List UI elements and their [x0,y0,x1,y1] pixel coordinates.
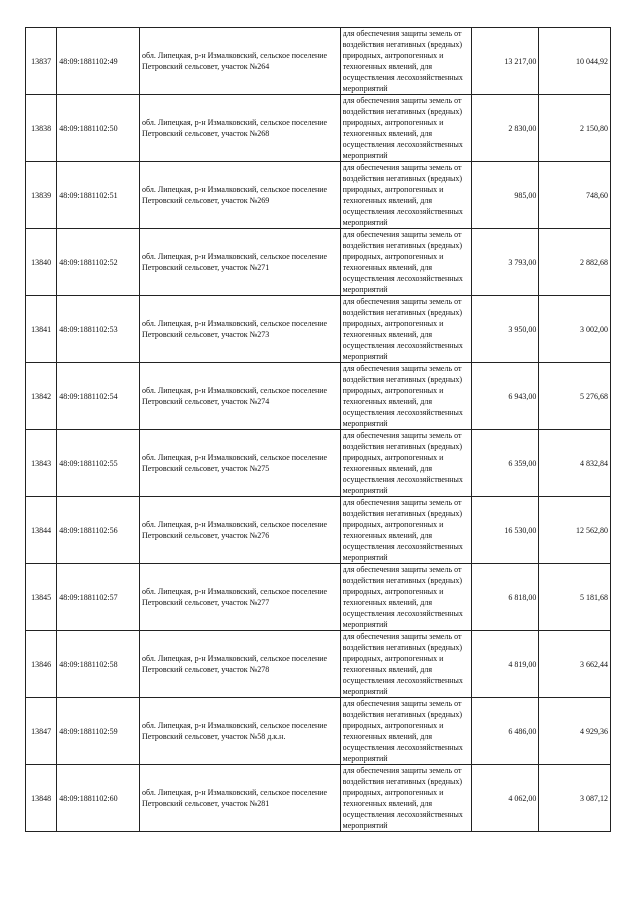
cost-value-cell: 3 002,00 [539,296,611,363]
purpose-cell [340,497,471,564]
area-value-cell: 3 950,00 [471,296,539,363]
address-cell: обл. Липецкая, р-н Измалковский, сельское поселение Петровский сельсовет, участок №268 [139,95,340,162]
purpose-cell [340,430,471,497]
cadastral-number-cell: 48:09:1881102:60 [57,765,140,832]
row-number-cell: 13845 [26,564,57,631]
purpose-cell [340,698,471,765]
cadastral-number-cell: 48:09:1881102:51 [57,162,140,229]
purpose-cell [340,95,471,162]
address-cell: обл. Липецкая, р-н Измалковский, сельское поселение Петровский сельсовет, участок №281 [139,765,340,832]
purpose-text: для обеспечения защиты земель от воздействия негативных (вредных) природных, антропогенных и техногенных явлений, для осуществления лесохозяйственных мероприятий [342,766,463,830]
purpose-text: для обеспечения защиты земель от воздействия негативных (вредных) природных, антропогенных и техногенных явлений, для осуществления лесохозяйственных мероприятий [342,364,463,428]
purpose-text: для обеспечения защиты земель от воздействия негативных (вредных) природных, антропогенных и техногенных явлений, для осуществления лесохозяйственных мероприятий [342,96,463,160]
area-value-cell: 13 217,00 [471,28,539,95]
cost-value-cell: 3 662,44 [539,631,611,698]
purpose-cell [340,564,471,631]
row-number-cell: 13846 [26,631,57,698]
table-row [26,296,611,363]
table-row [26,162,611,229]
area-value-cell: 6 486,00 [471,698,539,765]
purpose-cell [340,162,471,229]
address-cell: обл. Липецкая, р-н Измалковский, сельское поселение Петровский сельсовет, участок №276 [139,497,340,564]
area-value-cell: 3 793,00 [471,229,539,296]
cadastral-number-cell: 48:09:1881102:52 [57,229,140,296]
cost-value-cell: 5 181,68 [539,564,611,631]
table-row [26,363,611,430]
purpose-text: для обеспечения защиты земель от воздействия негативных (вредных) природных, антропогенных и техногенных явлений, для осуществления лесохозяйственных мероприятий [342,230,463,294]
cadastral-number-cell: 48:09:1881102:59 [57,698,140,765]
cost-value-cell: 5 276,68 [539,363,611,430]
table-row [26,28,611,95]
purpose-cell [340,28,471,95]
area-value-cell: 6 943,00 [471,363,539,430]
cadastral-number-cell: 48:09:1881102:49 [57,28,140,95]
table-row [26,765,611,832]
row-number-cell: 13841 [26,296,57,363]
cost-value-cell: 748,60 [539,162,611,229]
table-body [26,28,611,832]
purpose-text: для обеспечения защиты земель от воздействия негативных (вредных) природных, антропогенных и техногенных явлений, для осуществления лесохозяйственных мероприятий [342,498,463,562]
purpose-cell [340,296,471,363]
area-value-cell: 2 830,00 [471,95,539,162]
area-value-cell: 985,00 [471,162,539,229]
area-value-cell: 4 062,00 [471,765,539,832]
cost-value-cell: 4 929,36 [539,698,611,765]
purpose-text: для обеспечения защиты земель от воздействия негативных (вредных) природных, антропогенных и техногенных явлений, для осуществления лесохозяйственных мероприятий [342,431,463,495]
cost-value-cell: 2 882,68 [539,229,611,296]
table-row [26,95,611,162]
table-row [26,229,611,296]
address-cell: обл. Липецкая, р-н Измалковский, сельское поселение Петровский сельсовет, участок №271 [139,229,340,296]
address-cell: обл. Липецкая, р-н Измалковский, сельское поселение Петровский сельсовет, участок №274 [139,363,340,430]
purpose-text: для обеспечения защиты земель от воздействия негативных (вредных) природных, антропогенных и техногенных явлений, для осуществления лесохозяйственных мероприятий [342,163,463,227]
area-value-cell: 6 359,00 [471,430,539,497]
purpose-cell [340,229,471,296]
address-cell: обл. Липецкая, р-н Измалковский, сельское поселение Петровский сельсовет, участок №273 [139,296,340,363]
address-cell: обл. Липецкая, р-н Измалковский, сельское поселение Петровский сельсовет, участок №277 [139,564,340,631]
row-number-cell: 13839 [26,162,57,229]
cost-value-cell: 3 087,12 [539,765,611,832]
address-cell: обл. Липецкая, р-н Измалковский, сельское поселение Петровский сельсовет, участок №275 [139,430,340,497]
row-number-cell: 13842 [26,363,57,430]
table-row [26,564,611,631]
area-value-cell: 4 819,00 [471,631,539,698]
address-cell: обл. Липецкая, р-н Измалковский, сельское поселение Петровский сельсовет, участок №264 [139,28,340,95]
land-registry-table [25,27,611,832]
purpose-text: для обеспечения защиты земель от воздействия негативных (вредных) природных, антропогенных и техногенных явлений, для осуществления лесохозяйственных мероприятий [342,29,463,93]
row-number-cell: 13840 [26,229,57,296]
address-cell: обл. Липецкая, р-н Измалковский, сельское поселение Петровский сельсовет, участок №58 д.к.н. [139,698,340,765]
row-number-cell: 13838 [26,95,57,162]
row-number-cell: 13847 [26,698,57,765]
area-value-cell: 6 818,00 [471,564,539,631]
cadastral-number-cell: 48:09:1881102:50 [57,95,140,162]
cost-value-cell: 10 044,92 [539,28,611,95]
row-number-cell: 13844 [26,497,57,564]
cadastral-number-cell: 48:09:1881102:55 [57,430,140,497]
purpose-text: для обеспечения защиты земель от воздействия негативных (вредных) природных, антропогенных и техногенных явлений, для осуществления лесохозяйственных мероприятий [342,565,463,629]
purpose-cell [340,631,471,698]
table-row [26,631,611,698]
cadastral-number-cell: 48:09:1881102:57 [57,564,140,631]
cost-value-cell: 2 150,80 [539,95,611,162]
area-value-cell: 16 530,00 [471,497,539,564]
table-row [26,698,611,765]
table-row [26,430,611,497]
row-number-cell: 13837 [26,28,57,95]
address-cell: обл. Липецкая, р-н Измалковский, сельское поселение Петровский сельсовет, участок №269 [139,162,340,229]
cost-value-cell: 12 562,80 [539,497,611,564]
cadastral-number-cell: 48:09:1881102:54 [57,363,140,430]
purpose-text: для обеспечения защиты земель от воздействия негативных (вредных) природных, антропогенных и техногенных явлений, для осуществления лесохозяйственных мероприятий [342,632,463,696]
purpose-text: для обеспечения защиты земель от воздействия негативных (вредных) природных, антропогенных и техногенных явлений, для осуществления лесохозяйственных мероприятий [342,699,463,763]
cadastral-number-cell: 48:09:1881102:56 [57,497,140,564]
purpose-cell [340,765,471,832]
table-row [26,497,611,564]
row-number-cell: 13848 [26,765,57,832]
purpose-cell [340,363,471,430]
cadastral-number-cell: 48:09:1881102:58 [57,631,140,698]
cost-value-cell: 4 832,84 [539,430,611,497]
row-number-cell: 13843 [26,430,57,497]
purpose-text: для обеспечения защиты земель от воздействия негативных (вредных) природных, антропогенных и техногенных явлений, для осуществления лесохозяйственных мероприятий [342,297,463,361]
cadastral-number-cell: 48:09:1881102:53 [57,296,140,363]
address-cell: обл. Липецкая, р-н Измалковский, сельское поселение Петровский сельсовет, участок №278 [139,631,340,698]
